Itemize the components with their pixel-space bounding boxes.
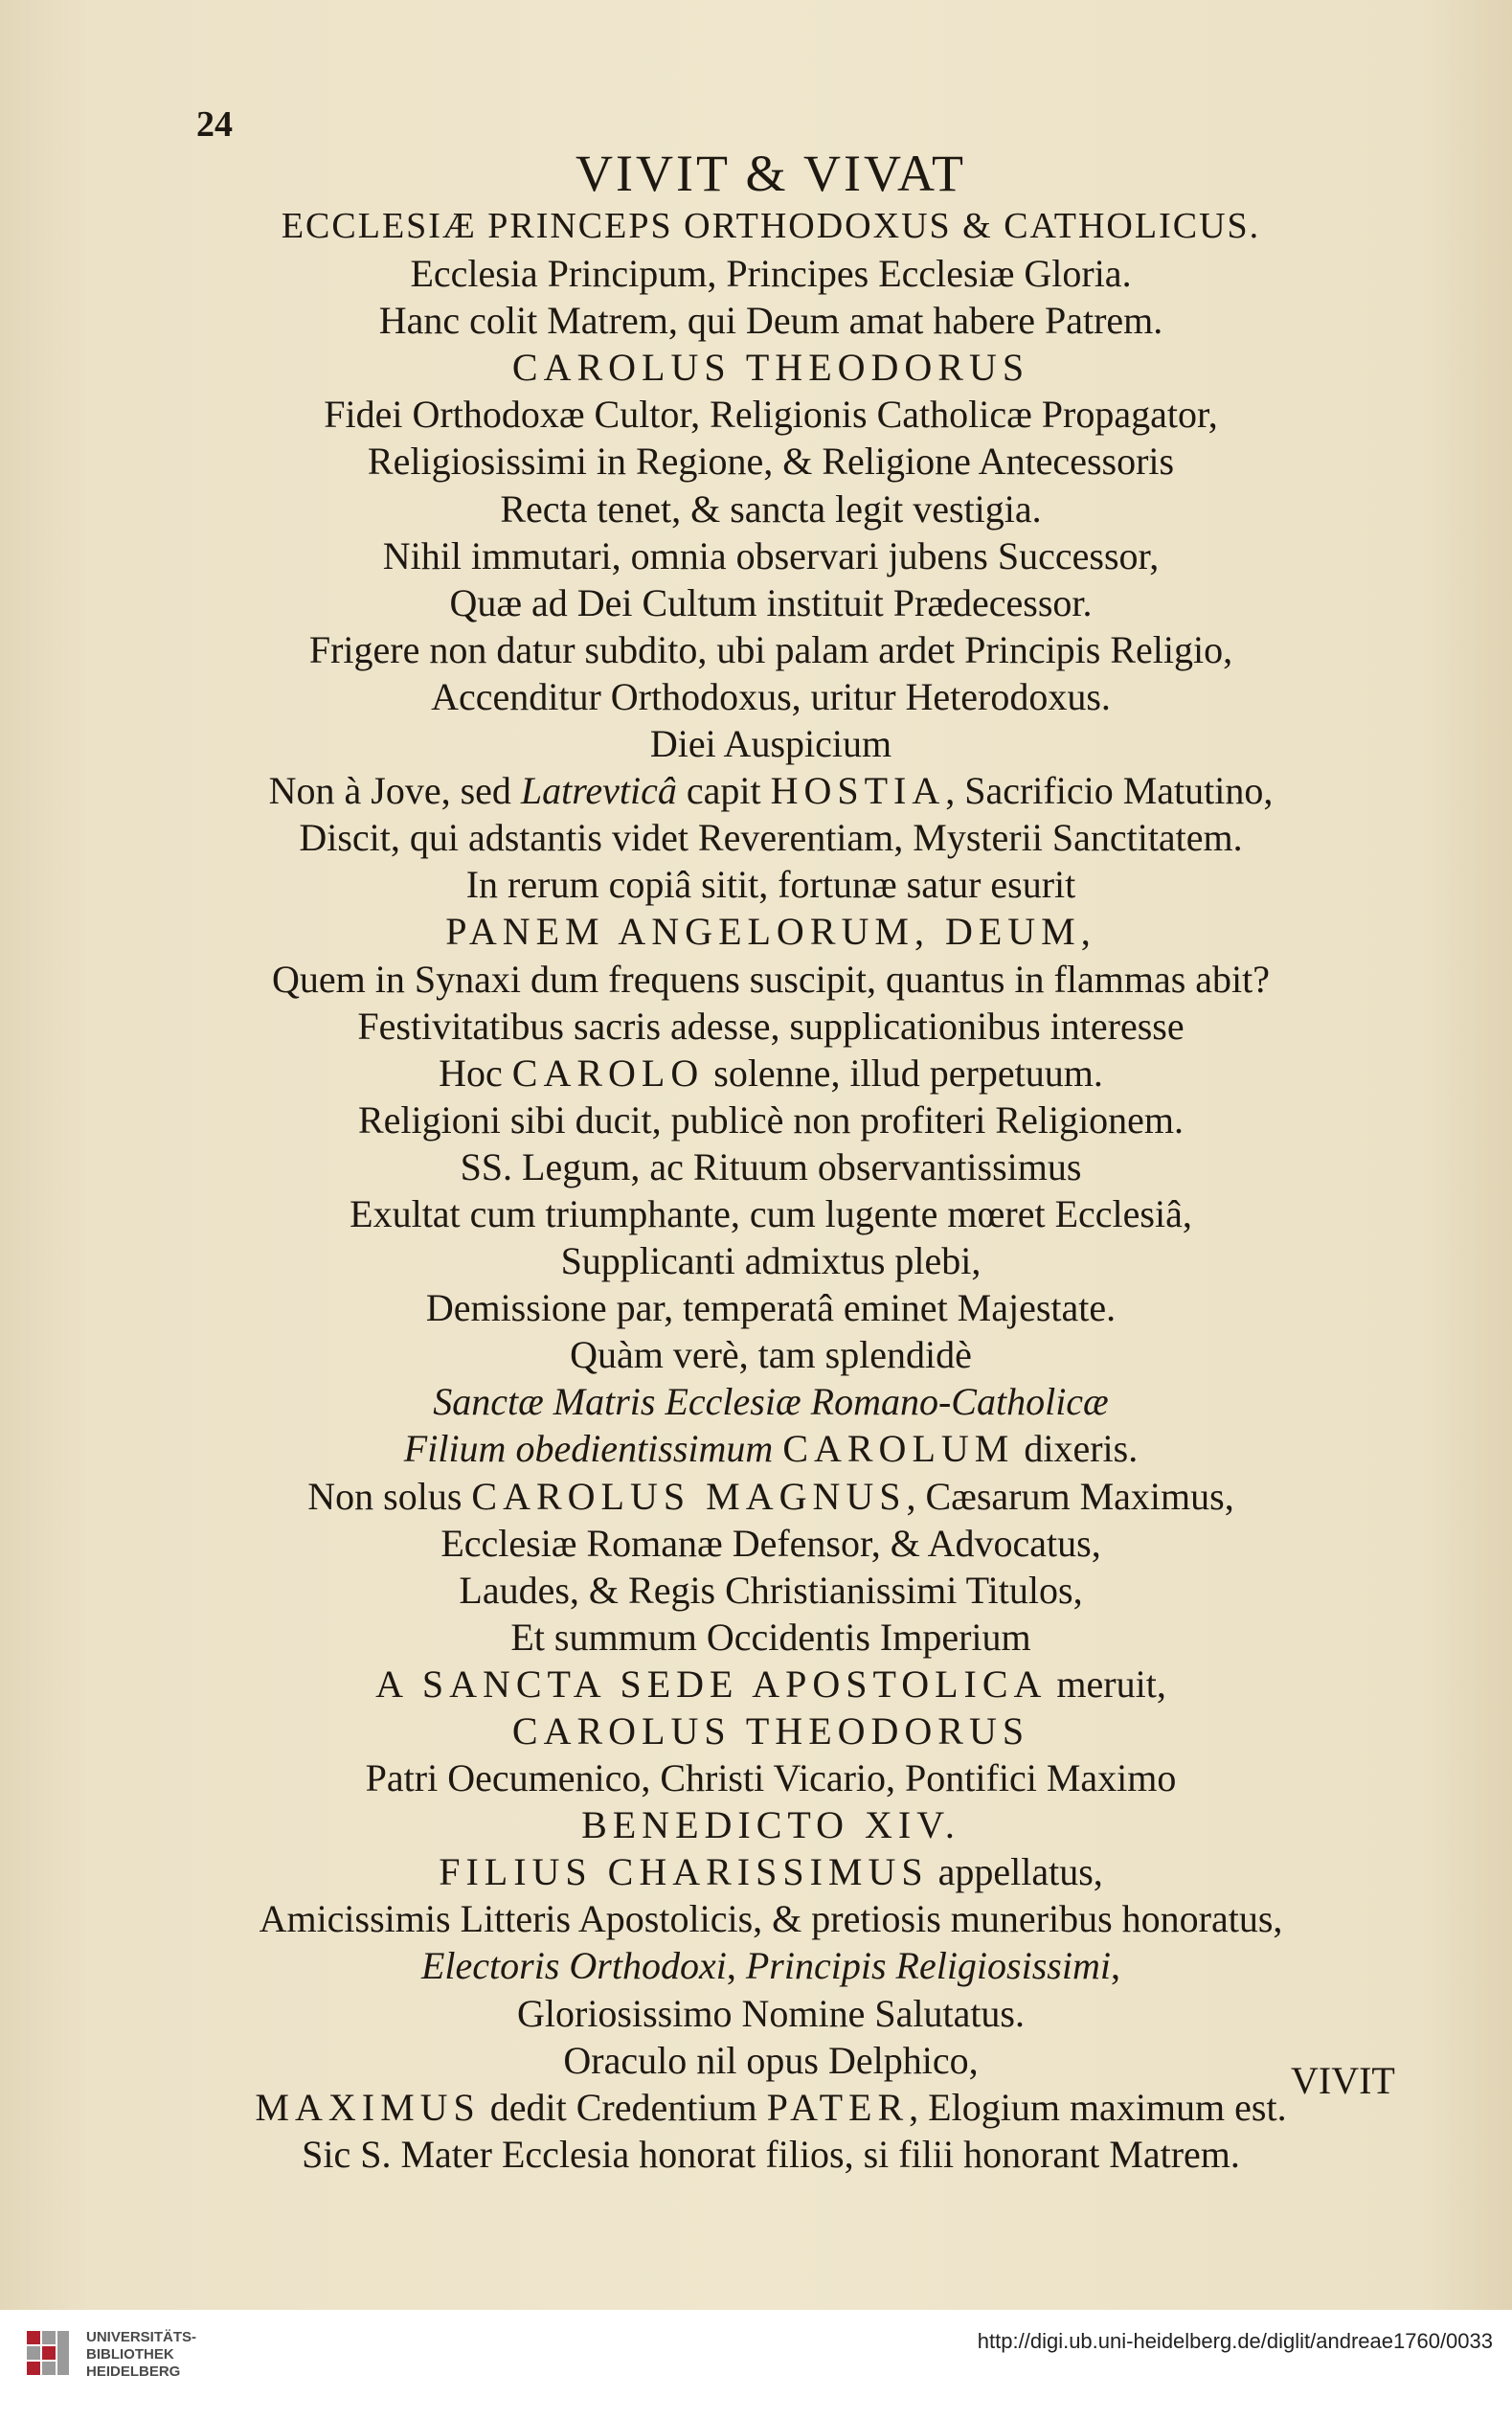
text-line — [163, 579, 1379, 626]
text-segment: VIVIT & VIVAT — [575, 145, 966, 202]
university-logo-icon — [23, 2327, 73, 2385]
text-segment: Discit, qui adstantis videt Reverentiam, Mysterii Sanctitatem. — [299, 816, 1243, 860]
text-line — [163, 1097, 1379, 1143]
text-line — [163, 2037, 1379, 2084]
text-segment: Supplicanti admixtus plebi, — [560, 1239, 982, 1283]
text-segment: Patri Oecumenico, Christi Vicario, Pontifici Maximo — [365, 1756, 1177, 1800]
text-line — [163, 673, 1379, 720]
text-line — [163, 1990, 1379, 2037]
text-segment: CAROLUS MAGNUS — [471, 1474, 907, 1518]
text-line — [163, 1003, 1379, 1050]
text-segment: Sanctæ Matris Ecclesiæ Romano-Catholicæ — [433, 1380, 1109, 1424]
text-line — [163, 1848, 1379, 1895]
text-segment: capit — [676, 769, 771, 813]
text-line — [163, 1942, 1379, 1989]
text-segment: dedit Credentium — [480, 2085, 767, 2129]
text-segment: , Cæsarum Maximus, — [906, 1474, 1234, 1518]
text-segment: meruit, — [1047, 1662, 1166, 1706]
text-line — [163, 1567, 1379, 1614]
text-segment: SS. Legum, ac Rituum observantissimus — [460, 1144, 1082, 1188]
text-line — [163, 250, 1379, 297]
text-line — [163, 1143, 1379, 1190]
text-block — [163, 144, 1379, 2178]
text-segment: Hanc colit Matrem, qui Deum amat habere Patrem. — [378, 299, 1163, 343]
text-segment: , Elogium maximum est. — [909, 2085, 1287, 2129]
text-segment: , Sacrificio Matutino, — [945, 769, 1274, 813]
text-segment: Hoc — [439, 1051, 512, 1095]
text-line — [163, 1050, 1379, 1097]
text-segment: dixeris. — [1014, 1427, 1139, 1471]
text-line — [163, 1378, 1379, 1425]
text-line — [163, 1425, 1379, 1472]
text-segment: Diei Auspicium — [649, 722, 892, 766]
text-line — [163, 767, 1379, 814]
text-segment: Festivitatibus sacris adesse, supplicationibus interesse — [357, 1004, 1185, 1048]
text-segment: HOSTIA — [770, 769, 946, 813]
text-segment: Sic S. Mater Ecclesia honorat filios, si filii honorant Matrem. — [302, 2132, 1240, 2176]
library-name-line: UNIVERSITÄTS- — [86, 2329, 197, 2345]
library-name-line: HEIDELBERG — [86, 2363, 181, 2380]
text-line — [163, 144, 1379, 203]
text-line — [163, 1754, 1379, 1801]
text-line — [163, 438, 1379, 485]
text-segment: Oraculo nil opus Delphico, — [563, 2038, 979, 2082]
text-line — [163, 1473, 1379, 1520]
page-number: 24 — [196, 104, 233, 145]
library-name — [86, 2329, 196, 2381]
text-line — [163, 1801, 1379, 1848]
text-segment — [773, 1427, 782, 1470]
text-line — [163, 486, 1379, 532]
text-line — [163, 344, 1379, 391]
text-line — [163, 861, 1379, 908]
text-segment: CAROLO — [511, 1051, 705, 1095]
text-segment: ECCLESIÆ PRINCEPS ORTHODOXUS & CATHOLICUS. — [281, 206, 1261, 246]
text-line — [163, 1708, 1379, 1754]
text-line — [163, 1284, 1379, 1331]
text-segment: Quæ ad Dei Cultum instituit Prædecessor. — [449, 580, 1093, 624]
text-segment: BENEDICTO XIV. — [581, 1803, 960, 1847]
text-segment: , — [726, 1944, 746, 1988]
text-line — [163, 1190, 1379, 1237]
text-line — [163, 626, 1379, 673]
library-name-line: BIBLIOTHEK — [86, 2346, 174, 2363]
text-segment: Electoris Orthodoxi — [421, 1944, 727, 1988]
text-segment: Recta tenet, & sancta legit vestigia. — [500, 486, 1042, 531]
text-segment: Ecclesia Principum, Principes Ecclesiæ Gloria. — [410, 252, 1132, 296]
text-segment: Non à Jove, sed — [268, 769, 521, 813]
text-segment: In rerum copiâ sitit, fortunæ satur esurit — [465, 863, 1076, 907]
text-line — [163, 203, 1379, 250]
text-segment: Et summum Occidentis Imperium — [510, 1615, 1031, 1659]
text-segment: Accenditur Orthodoxus, uritur Heterodoxus. — [431, 674, 1111, 718]
text-line — [163, 1331, 1379, 1378]
text-segment: appellatus, — [928, 1850, 1103, 1894]
text-segment: , — [1110, 1944, 1120, 1988]
text-line — [163, 532, 1379, 579]
text-line — [163, 814, 1379, 861]
text-segment: Fidei Orthodoxæ Cultor, Religionis Catholicæ Propagator, — [324, 393, 1218, 437]
text-segment: A SANCTA SEDE APOSTOLICA — [375, 1662, 1048, 1706]
text-segment: Religiosissimi in Regione, & Religione Antecessoris — [367, 440, 1175, 484]
text-segment: Filium obedientissimum — [403, 1427, 774, 1471]
text-line — [163, 1661, 1379, 1708]
text-segment: Ecclesiæ Romanæ Defensor, & Advocatus, — [440, 1521, 1101, 1565]
text-line — [163, 720, 1379, 767]
text-segment: Laudes, & Regis Christianissimi Titulos, — [459, 1568, 1083, 1612]
text-segment: Latrevticâ — [520, 769, 677, 813]
text-segment: Nihil immutari, omnia observari jubens Successor, — [382, 533, 1160, 577]
text-segment: Non solus — [307, 1474, 472, 1518]
text-segment: solenne, illud perpetuum. — [704, 1051, 1103, 1095]
text-line — [163, 391, 1379, 438]
text-segment: MAXIMUS — [255, 2085, 481, 2129]
text-segment: CAROLUS THEODORUS — [511, 346, 1030, 390]
text-line — [163, 956, 1379, 1003]
text-line — [163, 1520, 1379, 1567]
text-line — [163, 908, 1379, 955]
text-segment: Quem in Synaxi dum frequens suscipit, quantus in flammas abit? — [271, 957, 1271, 1001]
text-segment: PATER — [766, 2085, 910, 2129]
text-segment: Quàm verè, tam splendidè — [570, 1333, 972, 1377]
text-segment: Amicissimis Litteris Apostolicis, & pretiosis muneribus honoratus, — [259, 1897, 1283, 1941]
text-segment: Principis Religiosissimi — [745, 1944, 1111, 1988]
text-segment: FILIUS CHARISSIMUS — [439, 1850, 929, 1894]
text-segment: Frigere non datur subdito, ubi palam ardet Principis Religio, — [308, 627, 1233, 671]
catchword: VIVIT — [1291, 2059, 1395, 2102]
text-line — [163, 1895, 1379, 1942]
text-line — [163, 297, 1379, 344]
text-segment: Demissione par, temperatâ eminet Majestate. — [425, 1286, 1117, 1330]
text-segment: CAROLUM — [782, 1427, 1015, 1471]
text-segment: Exultat cum triumphante, cum lugente mœret Ecclesiâ, — [350, 1191, 1192, 1235]
text-line — [163, 2084, 1379, 2131]
text-segment: CAROLUS THEODORUS — [511, 1709, 1030, 1753]
text-line — [163, 2131, 1379, 2178]
text-line — [163, 1237, 1379, 1284]
text-segment: Gloriosissimo Nomine Salutatus. — [517, 1991, 1025, 2035]
text-segment: Religioni sibi ducit, publicè non profiteri Religionem. — [357, 1097, 1185, 1142]
source-url-link[interactable]: http://digi.ub.uni-heidelberg.de/diglit/andreae1760/0033 — [977, 2329, 1493, 2353]
footer-bar — [0, 2310, 1512, 2420]
text-segment: PANEM ANGELORUM, DEUM, — [445, 910, 1096, 954]
text-line — [163, 1614, 1379, 1661]
